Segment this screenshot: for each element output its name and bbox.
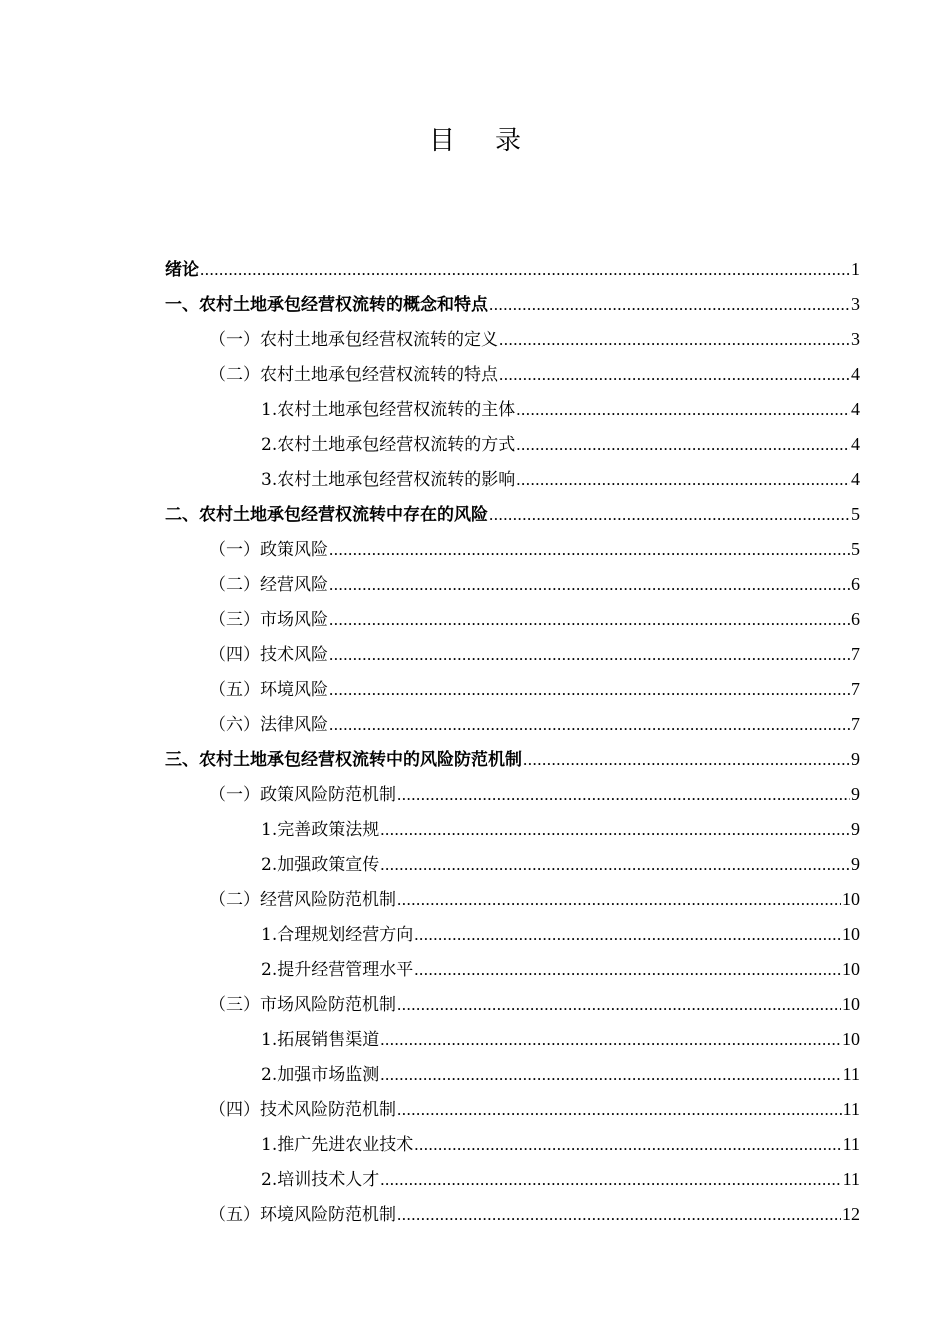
toc-entry-page-number: 10 — [842, 994, 860, 1014]
toc-entry-label: （一）政策风险防范机制 — [209, 785, 396, 805]
toc-entry-label: 二、农村土地承包经营权流转中存在的风险 — [165, 505, 488, 525]
toc-entry-label: （二）经营风险防范机制 — [209, 890, 396, 910]
toc-entry[interactable] — [165, 672, 860, 707]
toc-entry-label: （六）法律风险 — [209, 715, 328, 735]
toc-entry-label: 1.合理规划经营方向 — [261, 925, 414, 945]
toc-entry-label: 绪论 — [165, 260, 199, 280]
toc-dot-leader — [329, 707, 850, 742]
toc-entry-page-number: 4 — [851, 399, 860, 419]
toc-dot-leader — [523, 742, 850, 777]
toc-dot-leader — [380, 847, 850, 882]
toc-entry-label: 2.提升经营管理水平 — [261, 960, 414, 980]
toc-dot-leader — [516, 392, 850, 427]
toc-dot-leader — [397, 882, 841, 917]
toc-entry-label: 1.农村土地承包经营权流转的主体 — [261, 400, 516, 420]
page-title: 目录 — [428, 126, 561, 156]
toc-entry[interactable] — [165, 1162, 860, 1197]
toc-entry[interactable] — [165, 707, 860, 742]
toc-entry-label: 3.农村土地承包经营权流转的影响 — [261, 470, 516, 490]
toc-entry[interactable] — [165, 847, 860, 882]
toc-entry-label: 1.推广先进农业技术 — [261, 1135, 414, 1155]
toc-entry-label: （三）市场风险防范机制 — [209, 995, 396, 1015]
toc-entry-label: （五）环境风险 — [209, 680, 328, 700]
toc-dot-leader — [380, 1057, 841, 1092]
toc-entry-page-number: 6 — [851, 609, 860, 629]
toc-entry-page-number: 4 — [851, 364, 860, 384]
toc-dot-leader — [489, 497, 850, 532]
toc-entry[interactable] — [165, 1057, 860, 1092]
toc-entry[interactable] — [165, 532, 860, 567]
toc-entry[interactable] — [165, 567, 860, 602]
toc-entry[interactable] — [165, 497, 860, 532]
toc-entry-page-number: 9 — [851, 784, 860, 804]
toc-entry-page-number: 6 — [851, 574, 860, 594]
toc-entry-label: 1.完善政策法规 — [261, 820, 380, 840]
toc-entry-page-number: 11 — [842, 1169, 860, 1189]
toc-entry-label: 2.加强市场监测 — [261, 1065, 380, 1085]
toc-dot-leader — [397, 1197, 841, 1232]
toc-entry-page-number: 3 — [851, 329, 860, 349]
toc-entry-page-number: 11 — [842, 1064, 860, 1084]
toc-entry-label: （一）政策风险 — [209, 540, 328, 560]
toc-entry-label: （四）技术风险防范机制 — [209, 1100, 396, 1120]
toc-entry[interactable] — [165, 392, 860, 427]
toc-entry-page-number: 7 — [851, 679, 860, 699]
toc-entry-label: （三）市场风险 — [209, 610, 328, 630]
toc-entry-page-number: 4 — [851, 469, 860, 489]
toc-entry-page-number: 7 — [851, 714, 860, 734]
toc-entry-label: 2.加强政策宣传 — [261, 855, 380, 875]
toc-entry-label: 2.农村土地承包经营权流转的方式 — [261, 435, 516, 455]
toc-entry[interactable] — [165, 602, 860, 637]
toc-entry[interactable] — [165, 1092, 860, 1127]
toc-dot-leader — [397, 987, 841, 1022]
toc-entry-page-number: 9 — [851, 749, 860, 769]
toc-entry[interactable] — [165, 637, 860, 672]
table-of-contents — [165, 252, 860, 1232]
toc-dot-leader — [516, 427, 850, 462]
toc-dot-leader — [397, 1092, 842, 1127]
toc-dot-leader — [380, 1022, 841, 1057]
toc-entry-label: （二）经营风险 — [209, 575, 328, 595]
toc-dot-leader — [329, 567, 850, 602]
toc-dot-leader — [329, 532, 850, 567]
toc-dot-leader — [414, 952, 841, 987]
toc-dot-leader — [499, 357, 850, 392]
toc-entry[interactable] — [165, 812, 860, 847]
toc-entry-page-number: 5 — [851, 539, 860, 559]
toc-entry-page-number: 3 — [851, 294, 860, 314]
toc-entry-page-number: 5 — [851, 504, 860, 524]
toc-entry[interactable] — [165, 322, 860, 357]
toc-dot-leader — [499, 322, 850, 357]
toc-entry[interactable] — [165, 917, 860, 952]
toc-entry[interactable] — [165, 1022, 860, 1057]
toc-entry[interactable] — [165, 952, 860, 987]
toc-entry-label: （二）农村土地承包经营权流转的特点 — [209, 365, 498, 385]
toc-dot-leader — [329, 602, 850, 637]
toc-dot-leader — [414, 917, 841, 952]
toc-entry-label: 一、农村土地承包经营权流转的概念和特点 — [165, 295, 488, 315]
toc-entry[interactable] — [165, 987, 860, 1022]
toc-entry-label: （五）环境风险防范机制 — [209, 1205, 396, 1225]
toc-dot-leader — [200, 252, 850, 287]
toc-entry-page-number: 4 — [851, 434, 860, 454]
toc-entry-page-number: 11 — [842, 1099, 860, 1119]
toc-entry-page-number: 10 — [842, 1029, 860, 1049]
toc-dot-leader — [380, 812, 850, 847]
toc-entry-page-number: 10 — [842, 924, 860, 944]
toc-entry[interactable] — [165, 1197, 860, 1232]
toc-dot-leader — [397, 777, 850, 812]
toc-entry-page-number: 1 — [851, 259, 860, 279]
toc-entry[interactable] — [165, 357, 860, 392]
toc-entry-page-number: 7 — [851, 644, 860, 664]
toc-entry[interactable] — [165, 742, 860, 777]
toc-entry-page-number: 12 — [842, 1204, 860, 1224]
toc-entry-page-number: 9 — [851, 819, 860, 839]
toc-entry-label: （四）技术风险 — [209, 645, 328, 665]
toc-entry-label: 1.拓展销售渠道 — [261, 1030, 380, 1050]
toc-entry-page-number: 10 — [842, 959, 860, 979]
toc-dot-leader — [329, 672, 850, 707]
toc-entry-page-number: 11 — [842, 1134, 860, 1154]
toc-entry[interactable] — [165, 427, 860, 462]
toc-entry-label: 三、农村土地承包经营权流转中的风险防范机制 — [165, 750, 522, 770]
toc-entry[interactable] — [165, 1127, 860, 1162]
toc-entry-label: （一）农村土地承包经营权流转的定义 — [209, 330, 498, 350]
toc-dot-leader — [329, 637, 850, 672]
toc-dot-leader — [489, 287, 850, 322]
toc-entry[interactable] — [165, 462, 860, 497]
toc-entry[interactable] — [165, 777, 860, 812]
toc-entry[interactable] — [165, 287, 860, 322]
toc-entry[interactable] — [165, 252, 860, 287]
toc-entry-page-number: 10 — [842, 889, 860, 909]
toc-dot-leader — [380, 1162, 841, 1197]
toc-entry-label: 2.培训技术人才 — [261, 1170, 380, 1190]
toc-entry-page-number: 9 — [851, 854, 860, 874]
toc-entry[interactable] — [165, 882, 860, 917]
toc-dot-leader — [516, 462, 850, 497]
toc-dot-leader — [414, 1127, 841, 1162]
